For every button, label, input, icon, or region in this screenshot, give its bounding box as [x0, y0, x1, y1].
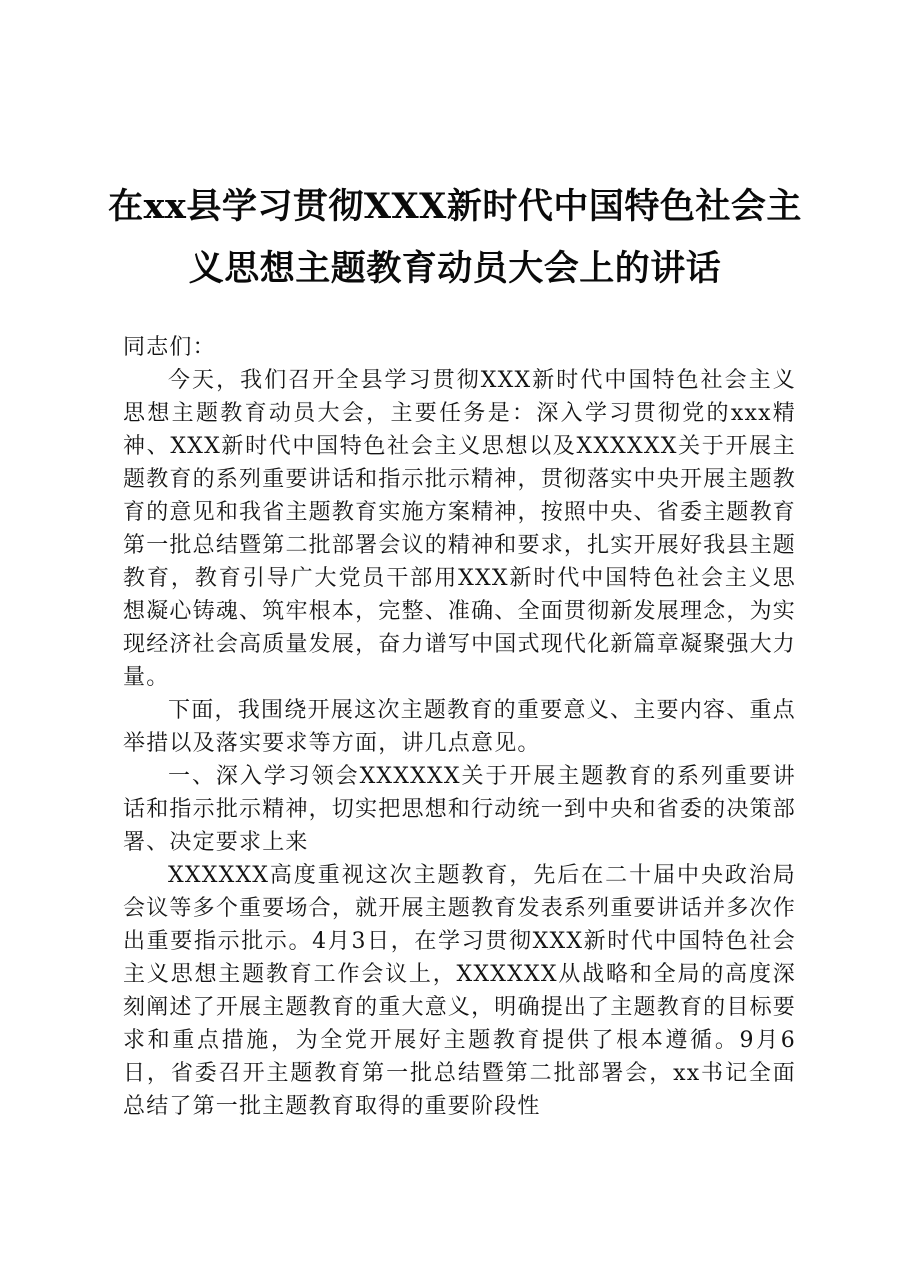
section-heading-1: 一、深入学习领会XXXXXX关于开展主题教育的系列重要讲话和指示批示精神，切实把思想和行动统一到中央和省委的决策部署、决定要求上来: [123, 764, 796, 855]
paragraph-outline: 下面，我围绕开展这次主题教育的重要意义、主要内容、重点举措以及落实要求等方面，讲几点意见。: [123, 698, 796, 756]
document-title: [95, 176, 815, 300]
document-body: [123, 331, 796, 1123]
greeting: 同志们：: [123, 335, 216, 360]
paragraph-opening: 今天，我们召开全县学习贯彻XXX新时代中国特色社会主义思想主题教育动员大会，主要任务是：深入学习贯彻党的xxx精神、XXX新时代中国特色社会主义思想以及XXXXXX关于开展主题教育的系列重要讲话和指示批示精神，贯彻落实中央开展主题教育的意见和我省主题教育实施方案精神，按照中央、省委主题教育第一批总结暨第二批部署会议的精神和要求，扎实开展好我县主题教育，教育引导广大党员干部用XXX新时代中国特色社会主义思想凝心铸魂、筑牢根本，完整、准确、全面贯彻新发展理念，为实现经济社会高质量发展，奋力谱写中国式现代化新篇章凝聚强大力量。: [123, 368, 796, 690]
title-line-1: 在xx县学习贯彻XXX新时代中国特色社会主: [108, 186, 802, 227]
title-line-2: 义思想主题教育动员大会上的讲话: [188, 248, 722, 289]
paragraph-section-1: XXXXXX高度重视这次主题教育，先后在二十届中央政治局会议等多个重要场合，就开展主题教育发表系列重要讲话并多次作出重要指示批示。4月3日，在学习贯彻XXX新时代中国特色社会主义思想主题教育工作会议上，XXXXXX从战略和全局的高度深刻阐述了开展主题教育的重大意义，明确提出了主题教育的目标要求和重点措施，为全党开展好主题教育提供了根本遵循。9月6日，省委召开主题教育第一批总结暨第二批部署会，xx书记全面总结了第一批主题教育取得的重要阶段性: [123, 863, 796, 1119]
